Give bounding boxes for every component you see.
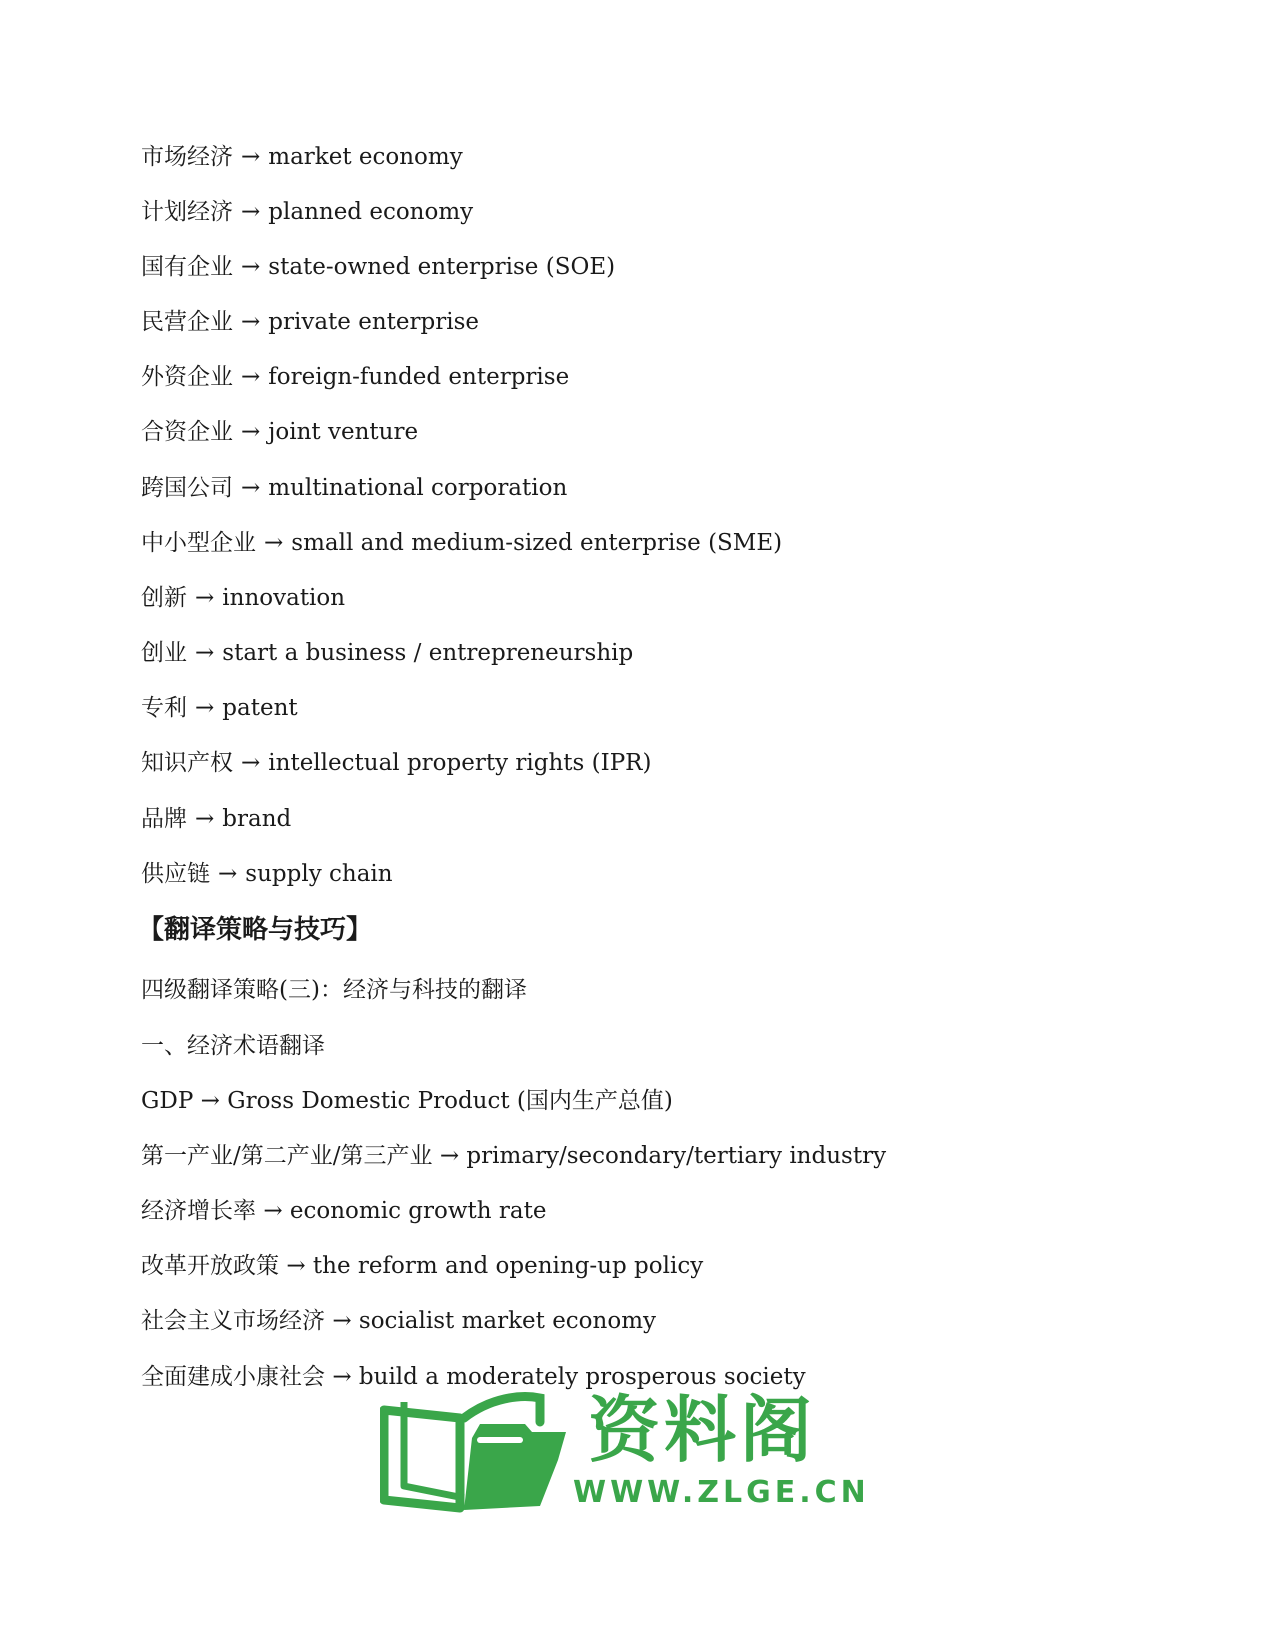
glossary-cn: 专利 <box>141 695 187 721</box>
watermark-url: WWW.ZLGE.CN <box>573 1475 870 1510</box>
glossary-cn: 市场经济 <box>141 144 233 170</box>
arrow-icon: → <box>195 640 215 666</box>
glossary-en: foreign-funded enterprise <box>268 364 570 390</box>
glossary-en: joint venture <box>268 419 419 445</box>
glossary-cn: 创业 <box>141 640 187 666</box>
glossary-en: intellectual property rights (IPR) <box>268 750 652 776</box>
glossary-cn: 跨国公司 <box>141 475 233 501</box>
glossary-item <box>141 748 651 778</box>
term-en: economic growth rate <box>289 1198 547 1224</box>
subsection-title: 一、经济术语翻译 <box>141 1033 325 1059</box>
term-cn: 第一产业/第二产业/第三产业 <box>141 1143 433 1169</box>
glossary-en: patent <box>222 695 298 721</box>
arrow-icon: → <box>241 199 261 225</box>
arrow-icon: → <box>286 1253 306 1279</box>
glossary-cn: 合资企业 <box>141 419 233 445</box>
glossary-cn: 国有企业 <box>141 254 233 280</box>
term-cn: 社会主义市场经济 <box>141 1308 325 1334</box>
glossary-en: start a business / entrepreneurship <box>222 640 634 666</box>
term-cn: 全面建成小康社会 <box>141 1364 325 1390</box>
term-item <box>141 1196 546 1226</box>
arrow-icon: → <box>241 254 261 280</box>
glossary-en: state-owned enterprise (SOE) <box>268 254 616 280</box>
glossary-cn: 创新 <box>141 585 187 611</box>
glossary-item <box>141 859 393 889</box>
glossary-en: private enterprise <box>268 309 479 335</box>
arrow-icon: → <box>241 475 261 501</box>
term-item <box>141 1251 703 1281</box>
glossary-item <box>141 197 473 227</box>
arrow-icon: → <box>200 1088 220 1114</box>
term-cn: 改革开放政策 <box>141 1253 279 1279</box>
glossary-item <box>141 252 615 282</box>
term-en: socialist market economy <box>358 1308 656 1334</box>
term-item <box>141 1086 673 1116</box>
glossary-en: brand <box>222 806 292 832</box>
arrow-icon: → <box>264 530 284 556</box>
glossary-en: multinational corporation <box>268 475 568 501</box>
book-folder-icon <box>380 1388 580 1518</box>
term-en: primary/secondary/tertiary industry <box>466 1143 887 1169</box>
glossary-cn: 品牌 <box>141 806 187 832</box>
arrow-icon: → <box>195 695 215 721</box>
term-en: Gross Domestic Product (国内生产总值) <box>227 1088 673 1114</box>
glossary-cn: 外资企业 <box>141 364 233 390</box>
glossary-item <box>141 417 418 447</box>
watermark-logo <box>380 1388 870 1518</box>
glossary-en: market economy <box>268 144 463 170</box>
glossary-item <box>141 638 633 668</box>
arrow-icon: → <box>332 1364 352 1390</box>
glossary-en: supply chain <box>245 861 393 887</box>
glossary-item <box>141 528 782 558</box>
term-item <box>141 1141 886 1171</box>
term-item <box>141 1306 656 1336</box>
glossary-item <box>141 583 345 613</box>
glossary-en: innovation <box>222 585 346 611</box>
arrow-icon: → <box>241 750 261 776</box>
arrow-icon: → <box>241 364 261 390</box>
watermark-title: 资料阁 <box>588 1388 817 1472</box>
glossary-cn: 供应链 <box>141 861 210 887</box>
arrow-icon: → <box>195 585 215 611</box>
glossary-item <box>141 362 569 392</box>
arrow-icon: → <box>241 309 261 335</box>
arrow-icon: → <box>332 1308 352 1334</box>
arrow-icon: → <box>241 419 261 445</box>
term-cn: GDP <box>141 1088 194 1114</box>
glossary-en: planned economy <box>268 199 474 225</box>
arrow-icon: → <box>218 861 238 887</box>
section-heading: 【翻译策略与技巧】 <box>138 915 373 945</box>
glossary-en: small and medium-sized enterprise (SME) <box>291 530 783 556</box>
glossary-cn: 计划经济 <box>141 199 233 225</box>
arrow-icon: → <box>439 1143 460 1169</box>
arrow-icon: → <box>263 1198 283 1224</box>
arrow-icon: → <box>195 806 215 832</box>
glossary-item <box>141 693 298 723</box>
term-cn: 经济增长率 <box>141 1198 256 1224</box>
glossary-item <box>141 307 479 337</box>
glossary-cn: 知识产权 <box>141 750 233 776</box>
glossary-item <box>141 804 291 834</box>
glossary-cn: 中小型企业 <box>141 530 256 556</box>
term-en: build a moderately prosperous society <box>358 1364 806 1390</box>
glossary-item <box>141 473 567 503</box>
strategy-title: 四级翻译策略(三)：经济与科技的翻译 <box>141 977 527 1003</box>
arrow-icon: → <box>241 144 261 170</box>
term-en: the reform and opening-up policy <box>312 1253 704 1279</box>
glossary-cn: 民营企业 <box>141 309 233 335</box>
glossary-item <box>141 142 463 172</box>
